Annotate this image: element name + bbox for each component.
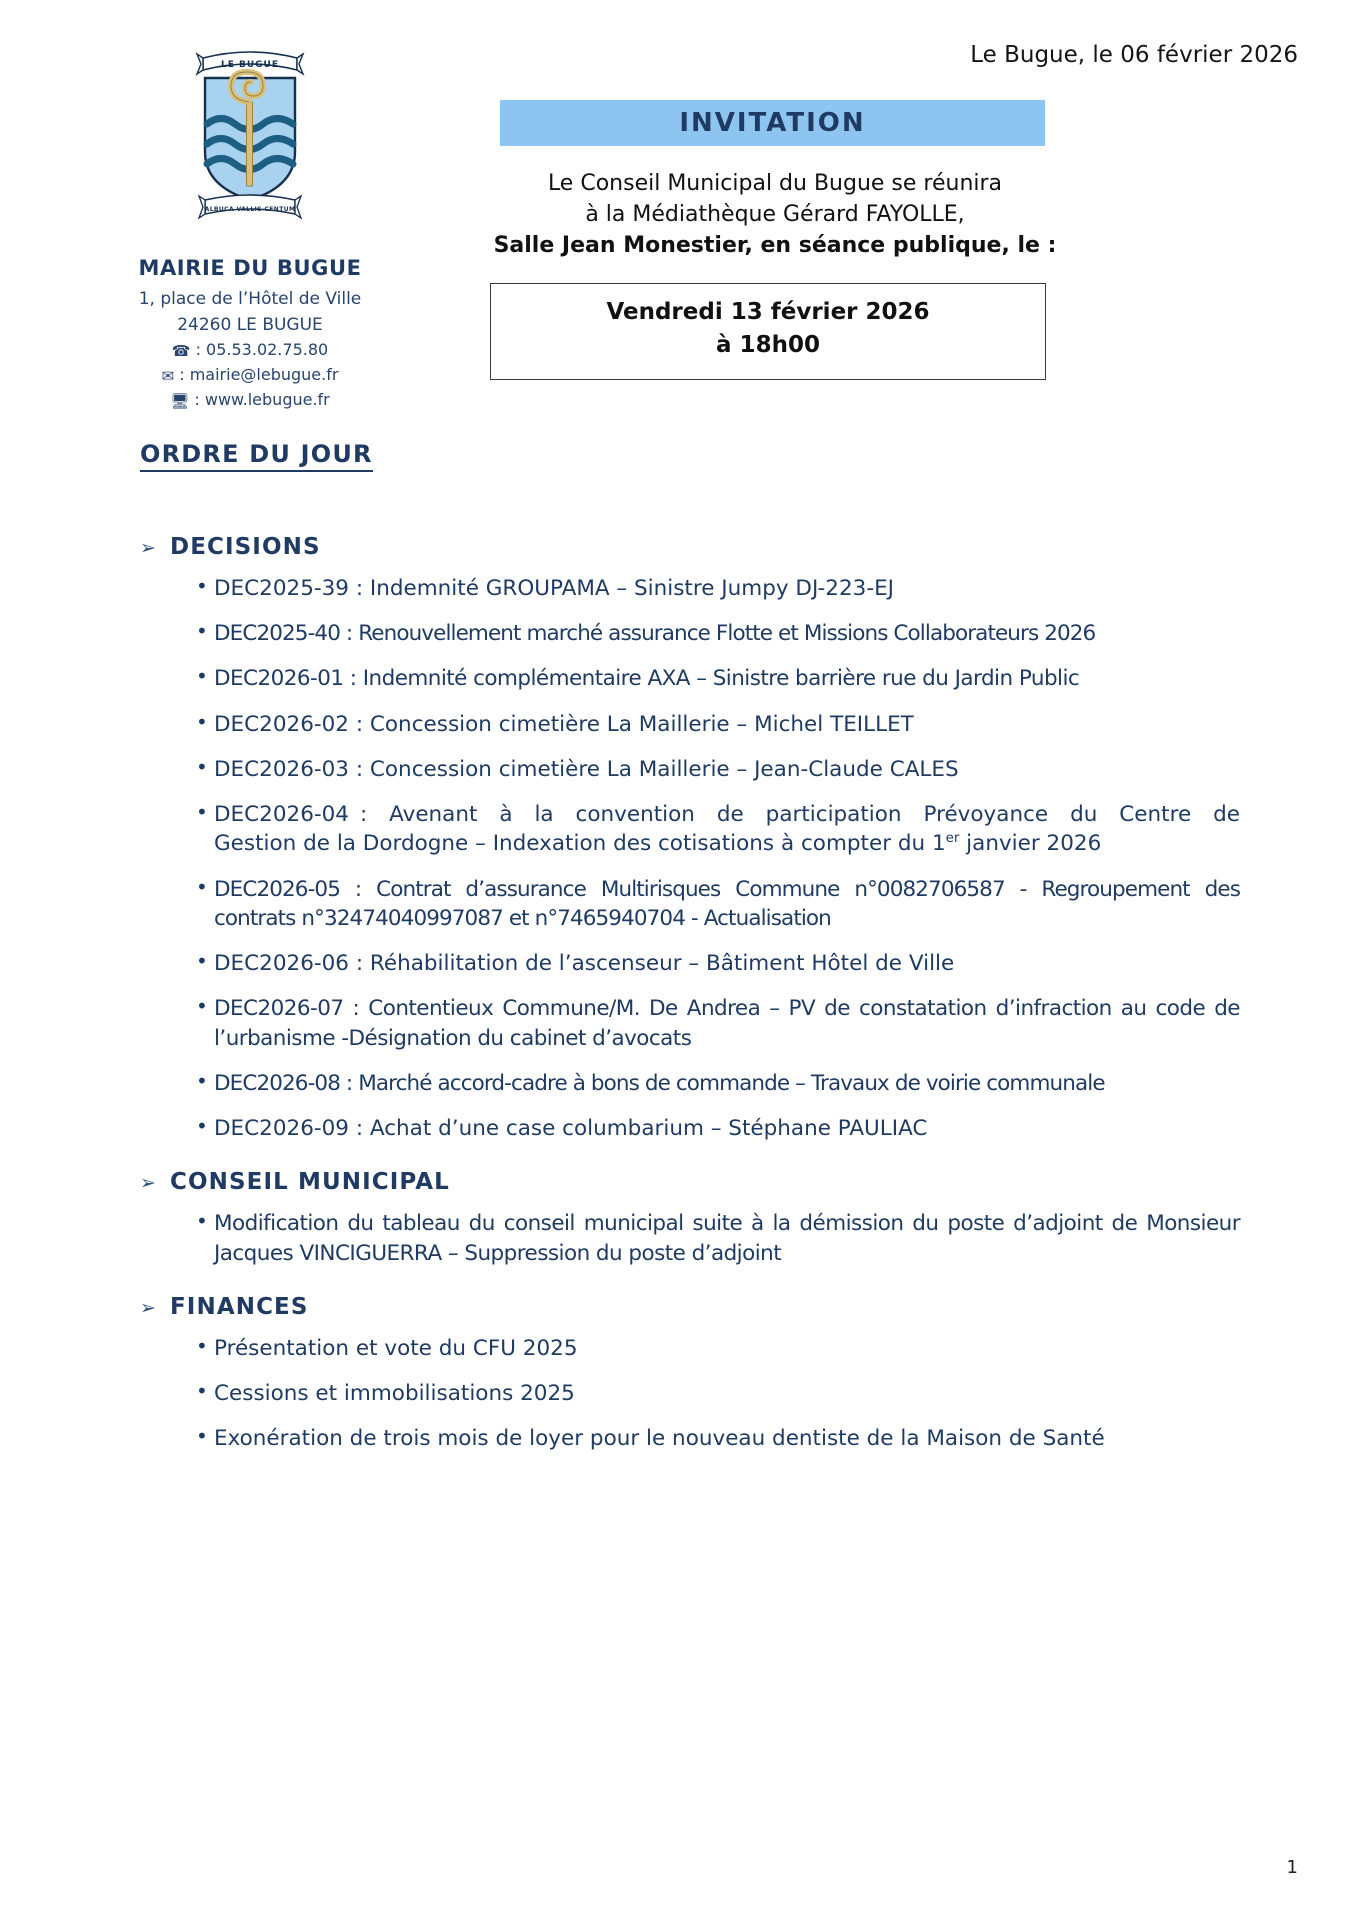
email-line [100,363,400,388]
arrow-bullet-icon: ➢ [140,1172,156,1195]
svg-text:ALBUCA VALLIS CENTUM: ALBUCA VALLIS CENTUM [204,206,296,213]
list-item: • Cessions et immobilisations 2025 [196,1379,1240,1408]
list-item: • DEC2025-40 : Renouvellement marché assurance Flotte et Missions Collaborateurs 2026 [196,619,1240,648]
telephone-icon: ☎ [171,342,191,360]
list-item: • DEC2026-08 : Marché accord-cadre à bons de commande – Travaux de voirie communale [196,1069,1240,1098]
invitation-intro [470,168,1080,262]
list-item: • DEC2026-02 : Concession cimetière La Maillerie – Michel TEILLET [196,710,1240,739]
address-city: 24260 LE BUGUE [177,314,323,335]
agenda-title: ORDRE DU JOUR [140,440,373,472]
section-heading [140,534,1358,560]
email-value[interactable]: : mairie@lebugue.fr [179,364,339,384]
finances-item-list [0,1334,1358,1454]
letterhead-block [100,40,400,412]
list-item: • DEC2026-06 : Réhabilitation de l’ascenseur – Bâtiment Hôtel de Ville [196,949,1240,978]
list-item: • DEC2026-05 : Contrat d’assurance Multirisques Commune n°0082706587 - Regroupement des contrats n°32474040997087 et n°7465940704 - Actualisation [196,875,1240,933]
section-label-finances: FINANCES [170,1293,309,1320]
agenda-section [0,440,1358,1479]
intro-line-1: Le Conseil Municipal du Bugue se réunira [547,171,1003,196]
agenda-section-decisions [0,534,1358,1143]
section-heading [140,1169,1358,1195]
website-line [100,388,400,413]
list-item: • DEC2026-01 : Indemnité complémentaire AXA – Sinistre barrière rue du Jardin Public [196,664,1240,693]
list-item: • DEC2026-09 : Achat d’une case columbarium – Stéphane PAULIAC [196,1114,1240,1143]
section-label-conseil-municipal: CONSEIL MUNICIPAL [170,1169,450,1196]
agenda-section-conseil-municipal [0,1169,1358,1267]
meeting-datetime-box [490,283,1046,380]
decision-item-list [0,574,1358,1143]
invitation-banner-label: INVITATION [679,108,866,138]
section-label-decisions: DECISIONS [170,534,321,560]
list-item: • DEC2026-04 : Avenant à la convention de participation Prévoyance du Centre de Gestion de la Dordogne – Indexation des cotisations à compter du 1er janvier 2026 [196,800,1240,858]
meeting-date: Vendredi 13 février 2026 [606,299,930,325]
list-item: • DEC2025-39 : Indemnité GROUPAMA – Sinistre Jumpy DJ-223-EJ [196,574,1240,603]
intro-line-3: Salle Jean Monestier, en séance publique, le : [493,233,1057,259]
agenda-sections [0,534,1358,1453]
organisation-name: MAIRIE DU BUGUE [138,256,362,280]
svg-text:LE BUGUE: LE BUGUE [220,60,280,70]
document-header [0,0,1358,480]
phone-line [100,338,400,363]
page-number: 1 [1286,1857,1298,1878]
list-item: • Exonération de trois mois de loyer pour le nouveau dentiste de la Maison de Santé [196,1424,1240,1453]
meeting-time: à 18h00 [716,332,820,359]
arrow-bullet-icon: ➢ [140,537,156,559]
phone-value: : 05.53.02.75.80 [195,340,329,359]
place-and-date: Le Bugue, le 06 février 2026 [970,42,1298,68]
computer-icon: 🖥 [170,391,190,410]
section-heading [140,1294,1358,1320]
intro-line-2: à la Médiathèque Gérard FAYOLLE, [585,202,965,228]
website-value[interactable]: : www.lebugue.fr [194,389,330,409]
list-item: • DEC2026-07 : Contentieux Commune/M. De Andrea – PV de constatation d’infraction au code de l’urbanisme -Désignation du cabinet d’avocats [196,994,1240,1052]
envelope-icon: ✉ [161,366,175,385]
conseil-municipal-item-list [0,1209,1358,1267]
address-street: 1, place de l’Hôtel de Ville [138,289,362,309]
coat-of-arms-icon [185,40,315,230]
list-item: • Modification du tableau du conseil municipal suite à la démission du poste d’adjoint de Monsieur Jacques VINCIGUERRA – Suppression du poste d’adjoint [196,1209,1240,1267]
invitation-banner [500,100,1045,146]
list-item: • Présentation et vote du CFU 2025 [196,1334,1240,1363]
agenda-section-finances [0,1294,1358,1454]
list-item: • DEC2026-03 : Concession cimetière La Maillerie – Jean-Claude CALES [196,755,1240,784]
arrow-bullet-icon: ➢ [140,1296,156,1319]
